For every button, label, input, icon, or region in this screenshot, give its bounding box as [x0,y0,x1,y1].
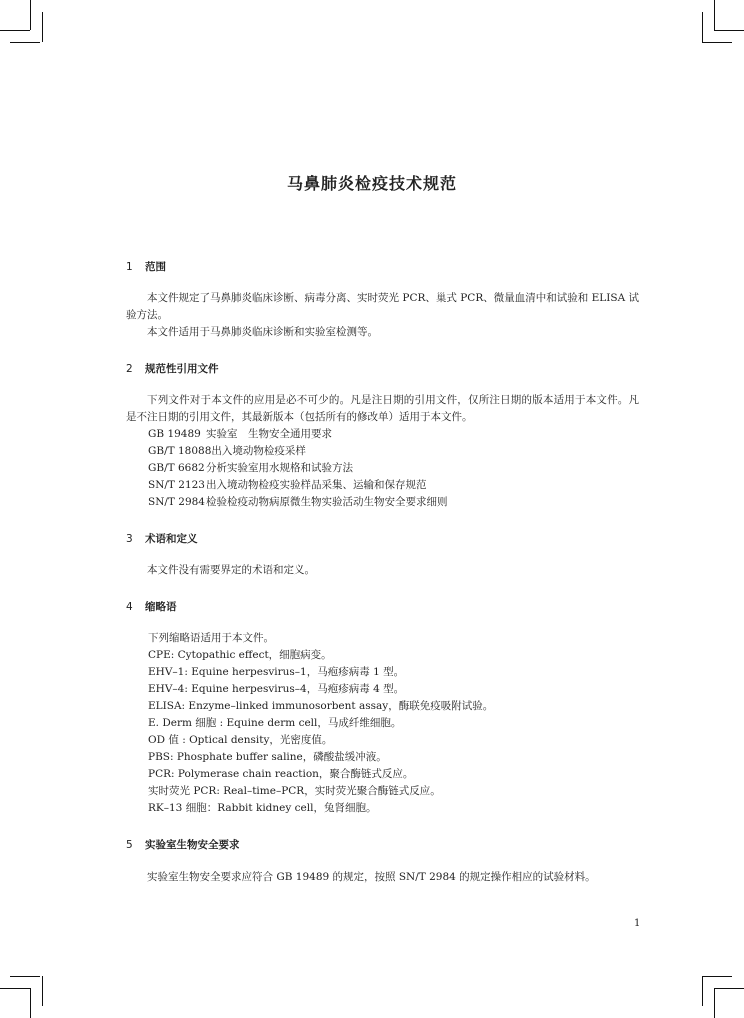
abbreviations-intro: 下列缩略语适用于本文件。 [148,632,274,644]
crop-mark [714,30,744,31]
reference-name: 检验检疫动物病原微生物实验活动生物安全要求细则 [206,496,448,508]
abbreviation-item: PBS: Phosphate buffer saline，磷酸盐缓冲液。 [148,751,387,763]
section-number: 3 [126,533,133,545]
reference-item [148,477,427,494]
biosafety-paragraph: 实验室生物安全要求应符合 GB 19489 的规定，按照 SN/T 2984 的规定操作相应的试验材料。 [147,871,596,883]
reference-item [148,494,448,511]
abbreviation-item: EHV–1: Equine herpesvirus–1，马疱疹病毒 1 型。 [148,666,405,678]
reference-code: GB/T 6682 [148,462,205,474]
section-title: 术语和定义 [145,533,198,545]
references-intro: 下列文件对于本文件的应用是必不可少的。凡是注日期的引用文件，仅所注日期的版本适用于本文件。凡是不注日期的引用文件，其最新版本（包括所有的修改单）适用于本文件。 [126,394,639,423]
crop-mark [42,976,43,1006]
section-number: 2 [126,363,133,375]
reference-name: 实验室 生物安全通用要求 [206,428,332,440]
reference-item [148,460,353,477]
reference-code: GB/T 18088 [148,445,212,457]
reference-code: SN/T 2984 [148,496,205,508]
section-heading-references [126,361,219,376]
abbreviation-item: PCR: Polymerase chain reaction，聚合酶链式反应。 [148,768,414,780]
section-title: 范围 [145,261,166,273]
reference-name: 出入境动物检疫采样 [211,445,306,457]
crop-mark [702,976,732,977]
crop-mark [0,988,30,989]
crop-mark [10,976,40,977]
scope-paragraph: 本文件适用于马鼻肺炎临床诊断和实验室检测等。 [147,326,378,338]
section-heading-biosafety [126,837,240,852]
section-number: 4 [126,601,133,613]
reference-code: SN/T 2123 [148,479,205,491]
reference-item [148,443,306,460]
crop-mark [714,988,744,989]
reference-name: 出入境动物检疫实验样品采集、运输和保存规范 [206,479,427,491]
terms-paragraph: 本文件没有需要界定的术语和定义。 [147,564,315,576]
abbreviation-item: EHV–4: Equine herpesvirus–4，马疱疹病毒 4 型。 [148,683,405,695]
crop-mark [42,12,43,42]
crop-mark [702,12,703,42]
crop-mark [30,988,31,1018]
abbreviation-item: ELISA: Enzyme–linked immunosorbent assay，酶联免疫吸附试验。 [148,700,494,712]
crop-mark [702,976,703,1006]
section-title: 规范性引用文件 [145,363,219,375]
crop-mark [714,0,715,30]
reference-item [148,426,332,443]
section-number: 1 [126,261,133,273]
scope-paragraph: 本文件规定了马鼻肺炎临床诊断、病毒分离、实时荧光 PCR、巢式 PCR、微量血清中和试验和 ELISA 试验方法。 [126,292,639,321]
crop-mark [10,42,40,43]
abbreviation-item: OD 值 : Optical density，光密度值。 [148,734,333,746]
crop-mark [714,988,715,1018]
abbreviation-item: E. Derm 细胞 : Equine derm cell，马成纤维细胞。 [148,717,402,729]
abbreviation-item: CPE: Cytopathic effect，细胞病变。 [148,649,332,661]
document-title: 马鼻肺炎检疫技术规范 [286,174,457,193]
crop-mark [0,30,30,31]
reference-code: GB 19489 [148,428,201,440]
page-number: 1 [634,918,641,929]
section-heading-terms [126,531,198,546]
section-heading-abbreviations [126,599,177,614]
section-title: 实验室生物安全要求 [145,839,240,851]
abbreviation-item: RK–13 细胞：Rabbit kidney cell，兔肾细胞。 [148,802,377,814]
section-number: 5 [126,839,133,851]
section-title: 缩略语 [145,601,177,613]
crop-mark [702,42,732,43]
abbreviation-item: 实时荧光 PCR: Real–time–PCR，实时荧光聚合酶链式反应。 [148,785,441,797]
crop-mark [30,0,31,30]
section-heading-scope [126,259,166,274]
reference-name: 分析实验室用水规格和试验方法 [206,462,353,474]
